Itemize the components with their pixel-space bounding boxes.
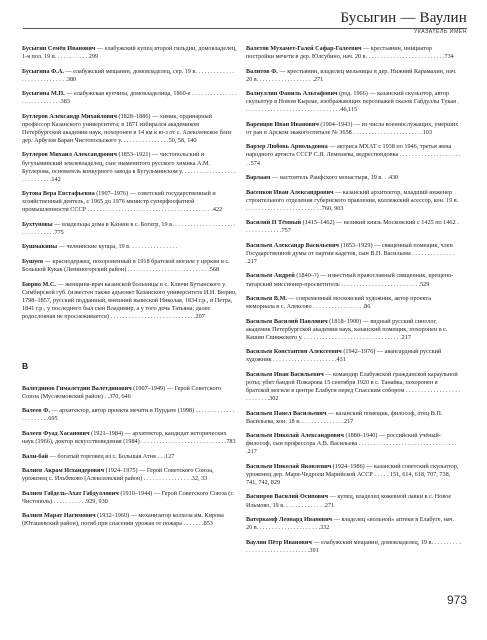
entry-name: Бушмакины — [22, 243, 58, 251]
entry-name: Васенков Иван Александрович — [246, 188, 334, 196]
entry-name: Васильев В.М. — [246, 295, 287, 303]
entry-name: Бюрио М.С. — [22, 280, 56, 288]
entry-name: Васильев Александр Васильевич — [246, 241, 340, 249]
index-entry — [246, 189, 461, 213]
entry-description: (1853–1929) — священный помещик, член Государственной думы от партии кадетов, сын В.П. Васильева . . . . . . . . . . . . . . .217 — [246, 241, 455, 265]
header-divider — [23, 28, 467, 29]
entry-name: Вали-бай — [22, 452, 49, 460]
index-entry — [22, 243, 237, 251]
entry-description: — краснодержец, похороненный в 1918 братской могиле у церкви в с. Большой Кукак (Лениногорский район) . . . . . . . . . . . . . . . . . . . . . . . . . . .568 — [22, 257, 230, 273]
index-entry — [246, 242, 461, 266]
index-entry — [22, 490, 237, 506]
index-entry — [22, 190, 237, 214]
entry-name: Ваулин Пётр Иванович — [246, 538, 312, 546]
entry-name: Валеев Фуад Хасанович — [22, 429, 90, 437]
index-entry — [22, 68, 237, 84]
entry-name: Валеев Ф. — [22, 407, 50, 415]
entry-name: Бусыгин Семён Иванович — [22, 45, 96, 52]
entry-description: — крестьянин, владелец мельницы в дер. Нижний Карамалин, нач. 20 в. . . . . . . . . . . . . . . . . . .271 — [246, 67, 457, 83]
entry-description: — казанский архитектор, младший инженер строительного отделения губернского правления, коллежский асессор, кон. 19 в. . . . . . . . . . . . . . . . . . . . . . . . . .760, 903 — [246, 188, 459, 212]
entry-name: Валиев Габдель-Ахат Габдуллович — [22, 489, 119, 497]
index-entry — [22, 90, 237, 106]
entry-description: (1828–1886) — химик, ординарный профессор Казанского университета; в 1871 избирался академиком Петербургской академии наук, похоронен в 14 км к ю-з от с. Алексеевское близ дер. Арбузов Баран Чистопольского у. . . . . . . . . . . . . . . .50, 58, 140 — [22, 112, 232, 144]
entry-name: Ватеркамф Леонард Иванович — [246, 516, 333, 524]
index-entry — [246, 318, 461, 342]
entry-description: — елабужский мещанин, домовладелец, сер. 19 в. . . . . . . . . . . . . . . . . . . . . . . . . . . .380 — [22, 67, 234, 83]
index-entry — [22, 258, 237, 274]
entry-description: — женщина-врач казанской больницы в с. Ключи Бутынского у. Симбирской губ. (известен также адъюнкт Казанского университета И.И. Бюрио, 1798–1857, русский подданный, внешний вывеской Николая, 1834 г.р., и Петра, 1841 г.р., у последнего был сын Владимир, а у того дочь Татьяна; далее родословная не прослеживается) . . . . . . . . . . . . . . . . . . . . . . . . . . . .207 — [22, 280, 237, 320]
entry-description: — настоятель Раифского монастыря, 19 в. . .430 — [270, 174, 399, 182]
entry-description: (1904–1943) — из числа военнослужащих, умерших от ран в Арском эвакогоспитале № 3658 . . . . . . . . . . . . . . . . . . . . . . .103 — [246, 120, 459, 136]
index-entry — [246, 121, 461, 137]
index-entry — [246, 174, 461, 182]
index-entry — [246, 371, 461, 403]
index-entry — [22, 385, 237, 401]
index-entry — [22, 467, 237, 483]
index-entry — [246, 432, 461, 456]
entry-name: Валиев Марат Нагимович — [22, 512, 96, 520]
index-entry — [22, 453, 237, 461]
index-entry — [246, 90, 461, 114]
entry-name: Варзер Любовь Арнольдовна — [246, 143, 328, 151]
entry-name: Васильев Иван Васильевич — [246, 370, 324, 378]
entry-name: Бухтуновы — [22, 220, 53, 228]
entry-description: — владелец «вольной» аптеки в Елабуге, нач. 20 в. . . . . . . . . . . . . . . . . . . . .332 — [246, 516, 455, 532]
entry-description: — челнинские купцы, 19 в. . . . . . . . . . . . . . . . — [57, 243, 178, 251]
index-entry — [246, 219, 461, 235]
index-entry — [246, 493, 461, 509]
entry-name: Валиуллин Фаниль Альтафович — [246, 90, 338, 98]
entry-description: (1924–1986) — казанский советский скульптор, уроженец дер. Мари-Чедроли Марийской АССР . . . . . 151, 614, 618, 707, 738, 741, 742, 829 — [246, 462, 459, 486]
entry-description: (1910–1944) — Герой Советского Союза (г. Чистополь) . . . . . . . . . . .929, 930 — [22, 489, 234, 505]
entry-description: — современный московский художник, автор проекта мемориала в с. Алексово . . . . . . . . . . . . . . . . .86 — [246, 295, 431, 311]
entry-name: Васильев Василий Павлович — [246, 317, 328, 325]
entry-description: — богатый торговец из с. Большая Атня . . .127 — [48, 452, 175, 460]
entry-name: Варлаам — [246, 174, 271, 182]
entry-description: — крестьянин, инициатор постройки мечети в дер. Юлсубино, нач. 20 в. . . . . . . . . . . . . . . . . . . . . . . . . .734 — [246, 45, 454, 61]
entry-name: Бусыгина М.П. — [22, 90, 65, 98]
entry-description: (1907–1949) — Герой Советского Союза (Муслюмовский район) . .370, 646 — [22, 384, 222, 400]
index-entry — [22, 512, 237, 528]
entry-name: Валитов Ф. — [246, 67, 278, 75]
entry-name: Бутова Вера Евстафьевна — [22, 190, 95, 198]
running-header-subtitle: УКАЗАТЕЛЬ ИМЕН — [413, 29, 467, 35]
index-entry — [246, 295, 461, 311]
entry-description: — актриса МХАТ с 1938 по 1946, третья жена народного артиста СССР С.Я. Лемешева, ведреспондовка . . . . . . . . . . . . . . . . . . . . . .574 — [246, 143, 461, 167]
left-column — [22, 45, 237, 535]
entry-description: (1415–1462) — великий князь Московский с 1425 по 1462 . . . . . . . . . . . . .757 — [246, 219, 459, 235]
entry-name: Бушуев — [22, 257, 44, 265]
index-entry — [246, 410, 461, 426]
entry-description: — елабужский купец второй гильдии, домовладелец, 1-я пол. 19 в. . . . . . . . . . . 299 — [22, 45, 237, 61]
index-entry — [246, 143, 461, 167]
entry-name: Васильев Павел Васильевич — [246, 409, 327, 417]
entry-description: (1932–1960) — механизатор колхоза им. Кирова (Юташевский район), погиб при спасении урожая от пожара . . . . . . .853 — [22, 512, 224, 528]
index-entry — [22, 151, 237, 183]
entry-name: Васильев Андрей — [246, 272, 295, 280]
entry-name: Варенцов Иван Иванович — [246, 120, 319, 128]
index-entry — [246, 463, 461, 487]
index-entry — [22, 430, 237, 446]
entry-name: Васильев Николай Яковлевич — [246, 462, 332, 470]
index-entry — [22, 113, 237, 145]
entry-name: Валиев Акрам Исхандерович — [22, 467, 105, 475]
entry-description: — командир Елабужской гражданской караульной роты; убит бандой Пожарова 15 сентября 1920 в с. Танайка, похоронен в братской могиле в центре Елабуги перед Спасским собором . . . . . . . . . . . . . . . . . . . . . . . . . .302 — [246, 370, 460, 403]
entry-name: Василий II Тёмный — [246, 219, 302, 227]
index-entry — [246, 516, 461, 532]
entry-description: (род. 1966) — казанский скульптор, автор скульптур в Новом Кырлае, изображающих персонажей сказок Габдуллы Тукая . . . . . . . . . . . . . . . . . . . . . . . . . . . . . . . .46,115 — [246, 90, 460, 114]
entry-description: — купец, владелец кожевной лавки в с. Новое Ильмово, 19 в. . . . . . . . . . . . . .271 — [246, 493, 452, 509]
entry-description: (1907–1976) — советский государственный и хозяйственный деятель, с 1965 до 1976 министр суперфосфатной промышленности СССР . . . . . . . . . . . . . . . . . . . . . . . . . . . . . . . . . . . . . . . . .422 — [22, 190, 223, 214]
entry-name: Валегдинов Гималетдин Валетдинович — [22, 384, 132, 392]
entry-description: — елабужский мещанин, домовладелец, 19 в. . . . . . . . . . . . . . . . . . . . . . . . . . . . . . .391 — [246, 538, 461, 554]
entry-name: Васинров Василий Осипович — [246, 493, 329, 501]
right-column — [246, 45, 461, 561]
entry-description: (1924–1975) — Герой Советского Союза, уроженец с. Ильбеково (Алексеевский район) . . . . . . . . . . . . . . . .32, 33 — [22, 467, 214, 483]
index-entry — [22, 407, 237, 423]
index-entry — [246, 68, 461, 84]
entry-name: Бусыгина Ф.А. — [22, 67, 64, 75]
entry-name: Васильев Николай Александрович — [246, 432, 344, 440]
entry-name: Васильев Константин Алексеевич — [246, 348, 342, 356]
running-header-title: Бусыгин — Ваулин — [340, 10, 467, 26]
entry-description: — архитектор, автор проекта мечети в Пурдате (1998) . . . . . . . . . . . . . . . . . . . . . .695 — [22, 407, 235, 423]
entry-description: — елабужская купчиха, домовладелица, 1860-е . . . . . . . . . . . . . . . . . . . . . . . . . . . .383 — [22, 90, 237, 106]
entry-description: (1942–1976) — авангардный русский художник . . . . . . . . . . . . . . . . . . . . .431 — [246, 348, 442, 364]
index-entry — [22, 281, 237, 321]
entry-name: Бутлеров Александр Михайлович — [22, 112, 117, 120]
entry-description: (1840–?) — известный православный священник, крещено-татарский миссионер-просветитель . . . . . . . . . . . . . . . . . . . . . . . . . .529 — [246, 272, 454, 288]
index-entry — [246, 539, 461, 555]
entry-description: — владельцы дома в Казани в с. Богатр, 19 в. . . . . . . . . . . . . . . . . . . . . . . . . . . . . . . .775 — [22, 220, 236, 236]
index-entry — [246, 45, 461, 61]
index-entry — [22, 45, 237, 61]
section-letter: В — [22, 360, 29, 371]
entry-name: Валетов Мухамет-Галей Сафар-Галеевич — [246, 45, 362, 52]
page-number: 973 — [446, 593, 467, 607]
entry-description: — казанский помещик, философ, отец В.П. Васильева, кон. 18 в. . . . . . . . . . . . . . .217 — [246, 409, 443, 425]
entry-description: (1880–1940) — российский учёный-философ, сын профессора А.В. Васильева . . . . . . . . . . . . . . . . . . . . . . . . . . . . . . . . .217 — [246, 432, 457, 456]
entry-name: Бутлеров Михаил Александрович — [22, 151, 117, 159]
index-entry — [246, 272, 461, 288]
index-entry — [22, 221, 237, 237]
entry-description: (1853–1921) — чистопольский и бугульминский землевладелец, сын знаменитого русского химика А.М. Бутлерова, основатель конкурного завода в Бугульминском у. . . . . . . . . . . . . . . . . . . . . . . . . . . .142 — [22, 151, 236, 183]
index-entry — [246, 348, 461, 364]
entry-description: (1818–1900) — видный русский синолог, академик Петербургской академии наук, казанский помещик, похоронен в с. Кашин Свияжского у. . . . . . . . . . . . . . . . . . . . . . . . . . . . . . . . .217 — [246, 317, 448, 341]
entry-description: (1921–1984) — архитектор, кандидат исторических наук (1966), доктор искусствоведения (1984) . . . . . . . . . . . . . . . . . . . . . . . . . . . .783 — [22, 429, 236, 445]
